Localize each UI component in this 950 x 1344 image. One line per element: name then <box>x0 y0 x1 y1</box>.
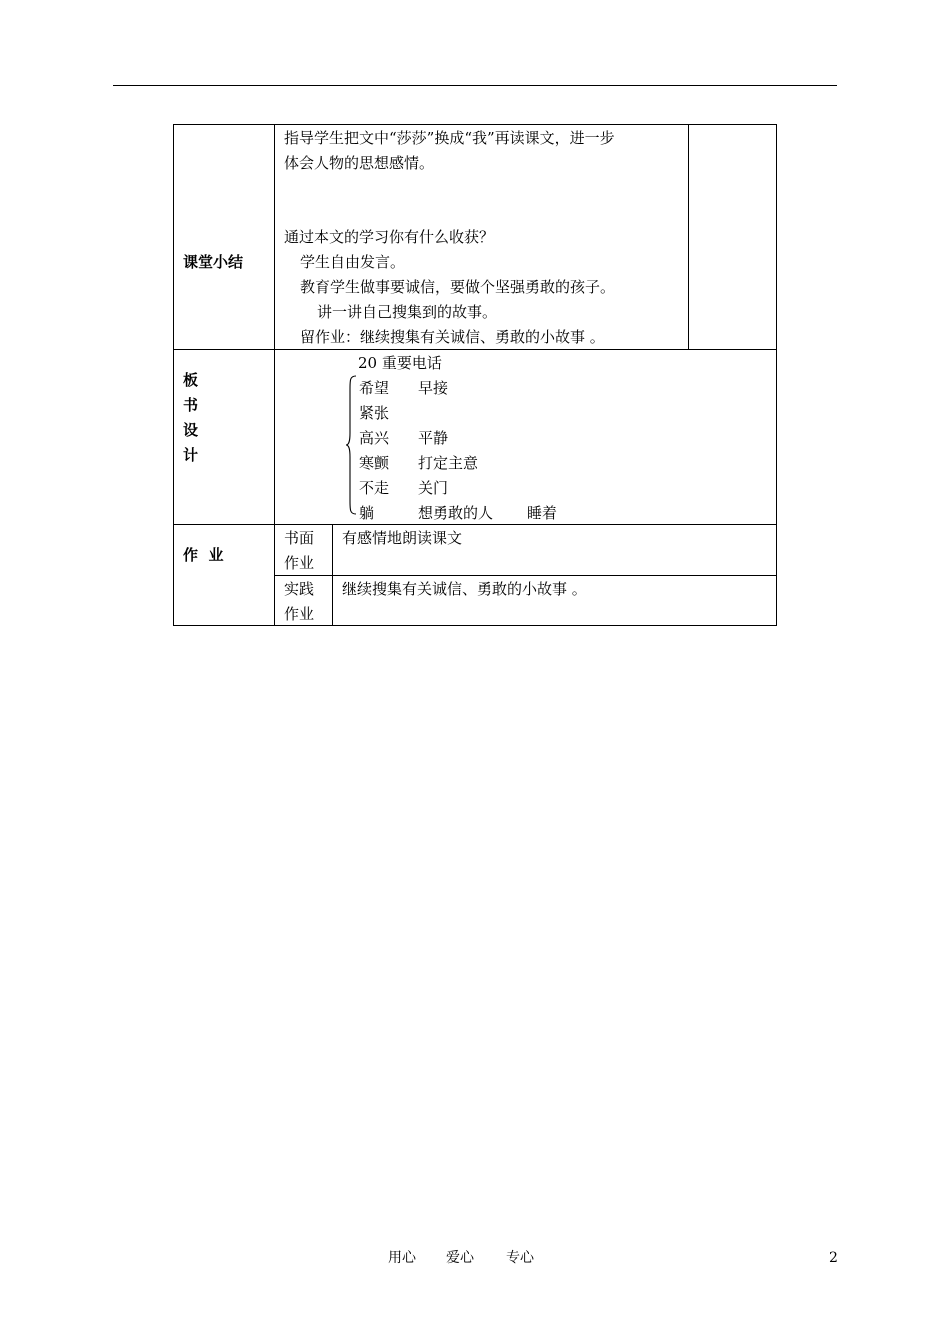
summary-line-5: 教育学生做事要诚信，要做个坚强勇敢的孩子。 <box>300 278 616 296</box>
summary-label-cell <box>173 124 275 350</box>
homework-written-type-1: 书面 <box>284 529 315 547</box>
footer-motto-3: 专心 <box>506 1250 534 1266</box>
board-row-6-extra: 睡着 <box>527 504 558 522</box>
summary-line-7: 留作业：继续搜集有关诚信、勇敢的小故事 。 <box>300 328 605 346</box>
board-row-2-left: 紧张 <box>359 404 390 422</box>
board-row-3-right: 平静 <box>418 429 449 447</box>
board-label-char-4: 计 <box>183 446 199 464</box>
header-rule <box>113 85 837 86</box>
board-title: 20 重要电话 <box>358 354 442 372</box>
homework-practice-content: 继续搜集有关诚信、勇敢的小故事 。 <box>342 580 587 598</box>
board-row-6-left: 躺 <box>359 504 375 522</box>
homework-label-cell <box>173 524 275 626</box>
summary-line-6: 讲一讲自己搜集到的故事。 <box>317 303 498 321</box>
summary-line-1: 指导学生把文中“莎莎”换成“我”再读课文，进一步 <box>284 129 615 147</box>
summary-line-4: 学生自由发言。 <box>300 253 406 271</box>
board-row-1-right: 早接 <box>418 379 449 397</box>
summary-line-2: 体会人物的思想感情。 <box>284 154 435 172</box>
footer-motto-2: 爱心 <box>446 1250 474 1266</box>
board-label-char-3: 设 <box>183 421 199 439</box>
board-row-4-left: 寒颤 <box>359 454 390 472</box>
homework-practice-type-1: 实践 <box>284 580 315 598</box>
summary-extra-cell <box>688 124 777 350</box>
board-row-6-right: 想勇敢的人 <box>418 504 494 522</box>
board-row-1-left: 希望 <box>359 379 390 397</box>
board-row-4-right: 打定主意 <box>418 454 479 472</box>
board-row-5-left: 不走 <box>359 479 390 497</box>
board-label-char-2: 书 <box>183 396 199 414</box>
curly-brace-icon <box>345 375 357 515</box>
board-label-char-1: 板 <box>183 371 199 389</box>
homework-practice-type-2: 作业 <box>284 605 315 623</box>
summary-line-3: 通过本文的学习你有什么收获？ <box>284 228 495 246</box>
homework-written-type-2: 作业 <box>284 554 315 572</box>
footer-motto-1: 用心 <box>388 1250 416 1266</box>
page-number: 2 <box>829 1250 838 1266</box>
homework-label: 作 业 <box>183 546 224 564</box>
board-row-3-left: 高兴 <box>359 429 390 447</box>
board-row-5-right: 关门 <box>418 479 449 497</box>
homework-written-content: 有感情地朗读课文 <box>342 529 463 547</box>
summary-label: 课堂小结 <box>183 253 244 271</box>
